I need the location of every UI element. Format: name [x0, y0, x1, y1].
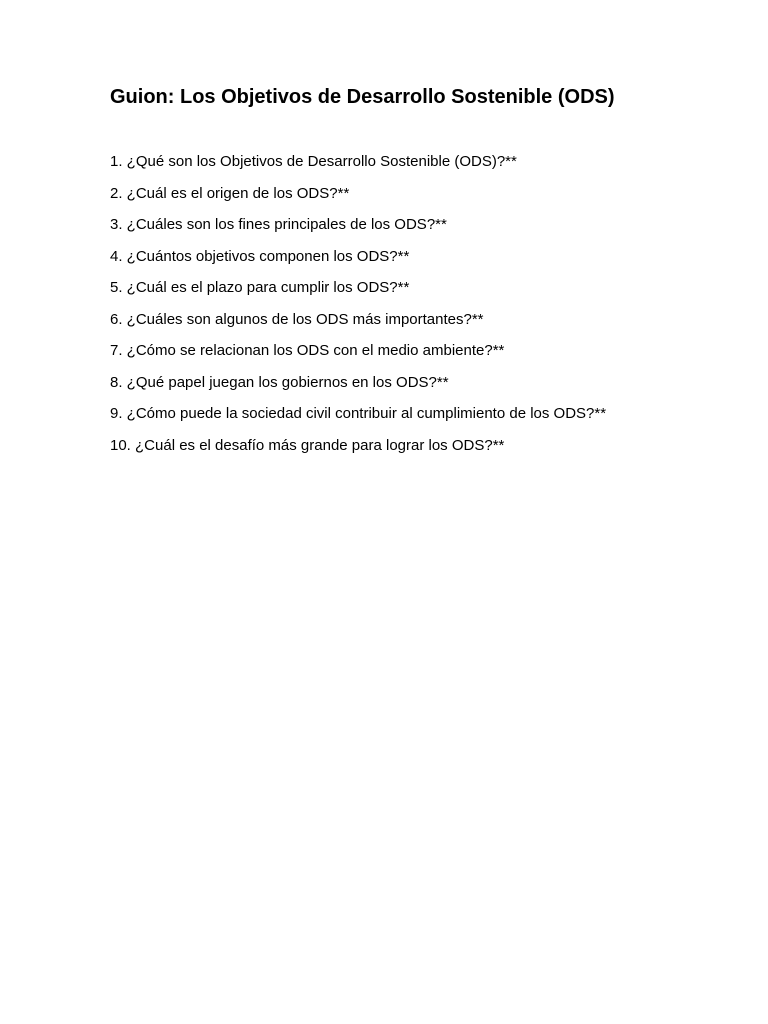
question-item-8: 8. ¿Qué papel juegan los gobiernos en los ODS?** [110, 373, 449, 391]
question-item-10: 10. ¿Cuál es el desafío más grande para lograr los ODS?** [110, 436, 505, 454]
question-item-7: 7. ¿Cómo se relacionan los ODS con el medio ambiente?** [110, 342, 505, 359]
question-item-1: 1. ¿Qué son los Objetivos de Desarrollo Sostenible (ODS)?** [110, 153, 517, 170]
question-item-6: 6. ¿Cuáles son algunos de los ODS más importantes?** [110, 310, 484, 328]
document-title: Guion: Los Objetivos de Desarrollo Sostenible (ODS) [110, 86, 615, 108]
question-item-4: 4. ¿Cuántos objetivos componen los ODS?** [110, 247, 410, 265]
question-item-9: 9. ¿Cómo puede la sociedad civil contribuir al cumplimiento de los ODS?** [110, 405, 607, 422]
question-item-2: 2. ¿Cuál es el origen de los ODS?** [110, 184, 350, 202]
question-item-3: 3. ¿Cuáles son los fines principales de los ODS?** [110, 216, 447, 233]
question-list [110, 152, 606, 467]
question-item-5: 5. ¿Cuál es el plazo para cumplir los ODS?** [110, 279, 410, 296]
